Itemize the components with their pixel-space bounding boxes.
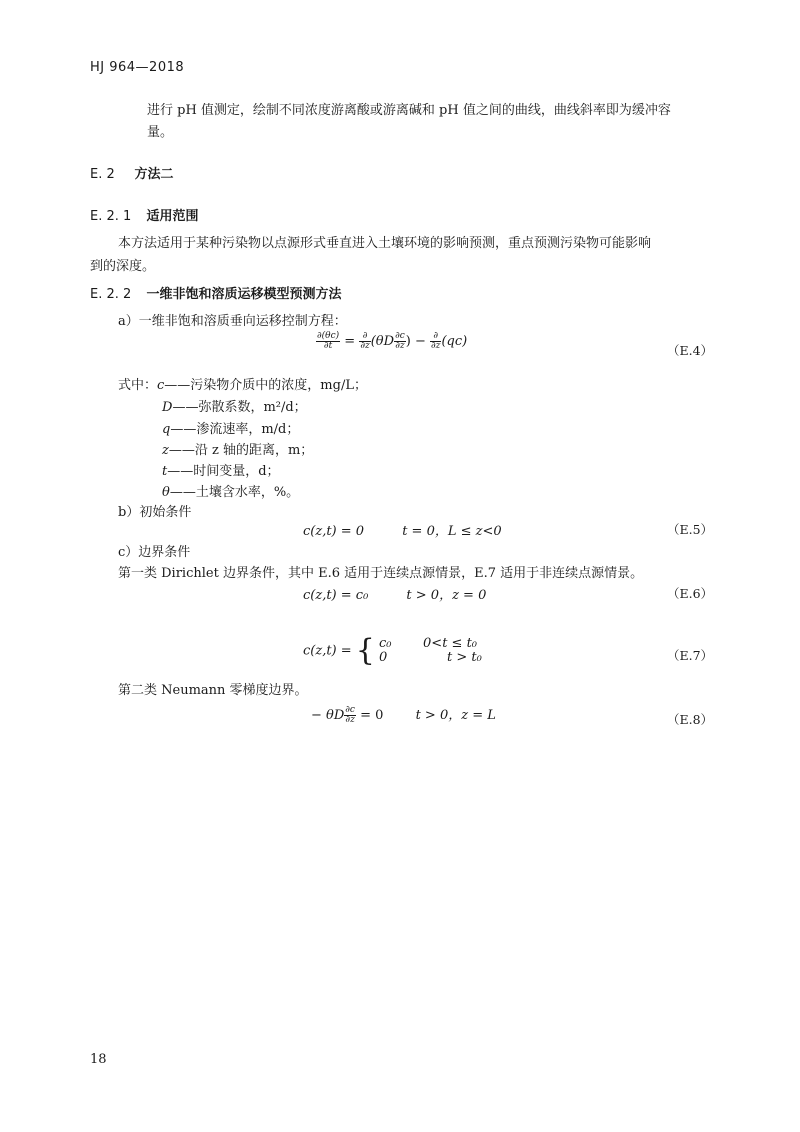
where-intro-label: 式中：: [118, 378, 158, 393]
e6-condition: t > 0，z = 0: [406, 588, 487, 603]
where-sym-z: z: [162, 443, 169, 458]
where-desc-theta: ——土壤含水率，%。: [169, 485, 300, 500]
e5-label: （E.5）: [667, 522, 714, 537]
where-sym-D: D: [162, 400, 173, 415]
e5-lhs: c(z,t) = 0: [303, 524, 365, 539]
e7-case-2: [379, 651, 482, 665]
page-number: 18: [90, 1052, 107, 1067]
where-item-D: [162, 396, 307, 415]
e8-denominator: ∂z: [345, 715, 355, 725]
where-item-t: [162, 460, 280, 479]
e6-lhs: c(z,t) = c₀: [303, 588, 369, 603]
section-e22-heading: [90, 283, 342, 302]
equation-e4: [316, 332, 467, 351]
equation-e7: [303, 633, 482, 668]
where-item-z: [162, 439, 313, 458]
section-e21-title: 适用范围: [146, 209, 199, 224]
where-sym-t: t: [162, 464, 168, 479]
e7-case-1-condition: 0<t ≤ t₀: [423, 636, 478, 651]
section-e2-heading: [90, 163, 174, 182]
equation-e5: [303, 520, 502, 539]
intro-line-2: 量。: [147, 125, 174, 140]
e4-paren-close: ): [405, 334, 411, 349]
section-e22-title: 一维非饱和溶质运移模型预测方法: [146, 287, 342, 302]
e7-label: （E.7）: [667, 648, 714, 663]
e8-label: （E.8）: [667, 712, 714, 727]
e4-d1-numerator: ∂: [359, 332, 370, 342]
e7-brace: {: [355, 633, 375, 668]
section-e21-line-1: 本方法适用于某种污染物以点源形式垂直进入土壤环境的影响预测，重点预测污染物可能影响: [118, 236, 652, 251]
intro-line-1: 进行 pH 值测定，绘制不同浓度游离酸或游离碱和 pH 值之间的曲线，曲线斜率即为缓冲容: [147, 103, 671, 118]
e8-fraction: [344, 706, 356, 725]
neumann-text: 第二类 Neumann 零梯度边界。: [118, 683, 308, 698]
where-desc-t: ——时间变量，d；: [167, 464, 280, 479]
e4-d1-denominator: ∂z: [360, 341, 370, 351]
where-sym-q: q: [162, 422, 171, 437]
e5-condition: t = 0，L ≤ z<0: [402, 524, 502, 539]
section-e2-number: E. 2: [90, 167, 115, 182]
equation-e6: [303, 584, 486, 603]
section-e2-title: 方法二: [134, 167, 174, 182]
e4-d3-fraction: [430, 332, 441, 351]
e7-case-1-value: c₀: [379, 636, 392, 651]
e7-lhs: c(z,t) =: [303, 643, 352, 659]
e4-minus: −: [414, 334, 426, 349]
item-a-text: a）一维非饱和溶质垂向运移控制方程：: [118, 314, 347, 329]
where-desc-q: ——渗流速率，m/d；: [170, 422, 300, 437]
e4-lhs-fraction: [316, 332, 340, 351]
item-c-text: c）边界条件: [118, 545, 191, 560]
where-sym-c: c: [157, 378, 165, 393]
item-b-text: b）初始条件: [118, 505, 192, 520]
doc-code-header: HJ 964—2018: [90, 60, 185, 75]
section-e21-line-2: 到的深度。: [90, 259, 156, 274]
where-desc-z: ——沿 z 轴的距离，m；: [168, 443, 314, 458]
section-e22-number: E. 2. 2: [90, 287, 132, 302]
where-sym-theta: θ: [162, 485, 170, 500]
dirichlet-text: 第一类 Dirichlet 边界条件，其中 E.6 适用于连续点源情景，E.7 适用于非连续点源情景。: [118, 566, 644, 581]
e7-cases: [379, 637, 482, 665]
e8-numerator: ∂c: [345, 705, 355, 715]
where-intro: [118, 374, 367, 393]
e8-condition: t > 0，z = L: [415, 708, 496, 723]
where-desc-c: ——污染物介质中的浓度，mg/L；: [164, 378, 367, 393]
e7-case-1: [379, 637, 482, 651]
e4-tail: (qc): [441, 334, 468, 349]
e7-case-2-value: 0: [379, 650, 388, 665]
e4-equals: =: [344, 334, 356, 349]
e4-paren-open: (θD: [370, 334, 395, 349]
equation-e8: [311, 704, 496, 725]
e4-d1-fraction: [359, 332, 370, 351]
section-e21-heading: [90, 205, 199, 224]
e4-lhs-denominator: ∂t: [323, 341, 333, 351]
e8-prefix: − θD: [311, 708, 345, 723]
e8-rhs: = 0: [360, 708, 384, 723]
where-item-theta: [162, 481, 299, 500]
e4-d2-fraction: [394, 332, 406, 351]
where-desc-D: ——弥散系数，m²/d；: [172, 400, 307, 415]
e6-label: （E.6）: [667, 586, 714, 601]
where-item-q: [162, 418, 299, 437]
section-e21-number: E. 2. 1: [90, 209, 132, 224]
e4-d3-denominator: ∂z: [431, 341, 441, 351]
e7-case-2-condition: t > t₀: [447, 650, 482, 665]
e4-label: （E.4）: [667, 343, 714, 358]
e4-d3-numerator: ∂: [430, 332, 441, 342]
e4-d2-denominator: ∂z: [395, 341, 405, 351]
e4-lhs-numerator: ∂(θc): [317, 331, 340, 341]
e4-d2-numerator: ∂c: [395, 331, 405, 341]
